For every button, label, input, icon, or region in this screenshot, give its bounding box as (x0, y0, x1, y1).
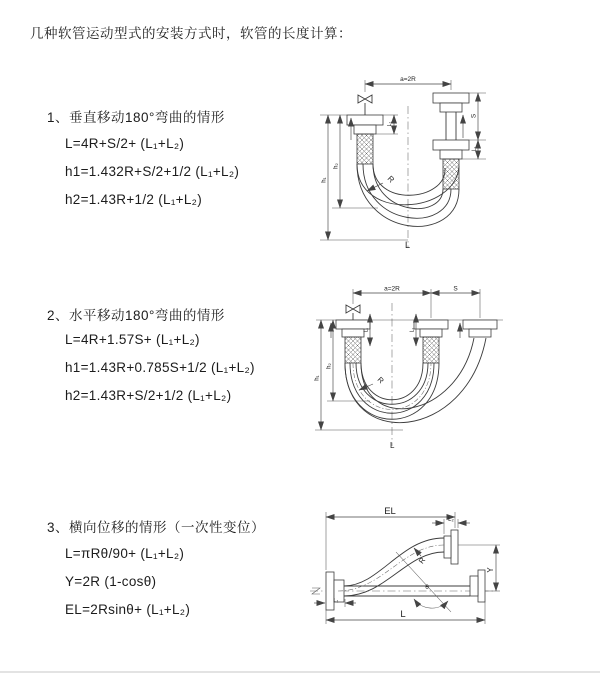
dimension-a2r (365, 76, 451, 92)
label-l-total: L (405, 240, 411, 250)
dimension-a2r (353, 286, 431, 319)
dimension-l-total (326, 602, 485, 624)
section-3-formula-Y: Y=2R (1-cosθ) (65, 574, 157, 589)
dimension-s (431, 286, 480, 319)
left-flange (347, 115, 383, 134)
valve-icon (346, 305, 360, 320)
radius-callout (367, 174, 396, 191)
dimension-el (326, 506, 455, 570)
right-flange-original (470, 570, 485, 602)
label-l-total: L (400, 609, 406, 620)
label-l2: L₂ (409, 327, 416, 333)
section-3-formula-EL: EL=2Rsinθ+ (L₁+L₂) (65, 602, 191, 617)
label-l2: L₂ (471, 146, 478, 152)
diagram-lateral-displacement (308, 492, 598, 647)
label-h1: h₁ (314, 375, 321, 381)
right-flange-upper (433, 93, 469, 112)
label-h2: h₂ (326, 363, 333, 369)
label-l1: L₁ (387, 121, 393, 127)
label-a2r: a=2R (400, 76, 416, 83)
label-el: EL (384, 506, 396, 517)
label-l2: L₂ (448, 517, 454, 523)
section-1-formula-h2: h2=1.43R+1/2 (L₁+L₂) (65, 192, 203, 207)
left-hose-braid (345, 337, 361, 363)
page-title: 几种软管运动型式的安装方式时，软管的长度计算： (30, 26, 352, 41)
label-l1: L₁ (363, 327, 370, 333)
radius-callout (414, 548, 428, 565)
label-h1: h₁ (321, 177, 328, 183)
label-r: R (416, 555, 428, 566)
label-l1: L₁ (333, 598, 339, 604)
label-l-total: L (390, 441, 395, 450)
label-a2r: a=2R (384, 285, 400, 293)
label-r: R (385, 174, 397, 185)
page-bottom-edge (0, 671, 600, 673)
label-s: S (470, 113, 478, 119)
section-2-formula-L: L=4R+1.57S+ (L₁+L₂) (65, 332, 200, 347)
diagram-vertical-180-bend (308, 68, 598, 268)
label-r: R (375, 375, 386, 386)
hose-u-curves (345, 338, 486, 423)
dimension-s (469, 93, 486, 140)
section-3-heading: 3、横向位移的情形（一次性变位） (47, 520, 266, 535)
section-1-heading: 1、垂直移动180°弯曲的情形 (47, 110, 225, 125)
label-theta: θ (425, 584, 429, 591)
section-2-formula-h2: h2=1.43R+S/2+1/2 (L₁+L₂) (65, 388, 232, 403)
right-flange (463, 320, 497, 337)
right-pipe (446, 112, 456, 140)
section-2-formula-h1: h1=1.43R+0.785S+1/2 (L₁+L₂) (65, 360, 255, 375)
right-flange-lower (433, 140, 469, 159)
valve-icon (358, 95, 372, 115)
right-hose-braid (443, 159, 459, 189)
diagram-horizontal-180-bend (308, 278, 598, 458)
label-y: Y (486, 567, 495, 573)
section-3-formula-L: L=πRθ/90+ (L₁+L₂) (65, 546, 185, 561)
section-2-heading: 2、水平移动180°弯曲的情形 (47, 308, 225, 323)
dimension-l1 (314, 598, 356, 607)
middle-hose-braid (423, 337, 439, 363)
dimension-l1 (364, 314, 371, 346)
middle-flange (414, 320, 448, 337)
dimension-l2 (410, 314, 417, 346)
label-h2: h₂ (333, 163, 340, 169)
section-1-formula-L: L=4R+S/2+ (L₁+L₂) (65, 136, 185, 151)
section-1-formula-h1: h1=1.432R+S/2+1/2 (L₁+L₂) (65, 164, 240, 179)
right-flange-displaced (444, 530, 458, 564)
left-hose-braid (357, 134, 373, 164)
label-s: S (453, 285, 458, 293)
